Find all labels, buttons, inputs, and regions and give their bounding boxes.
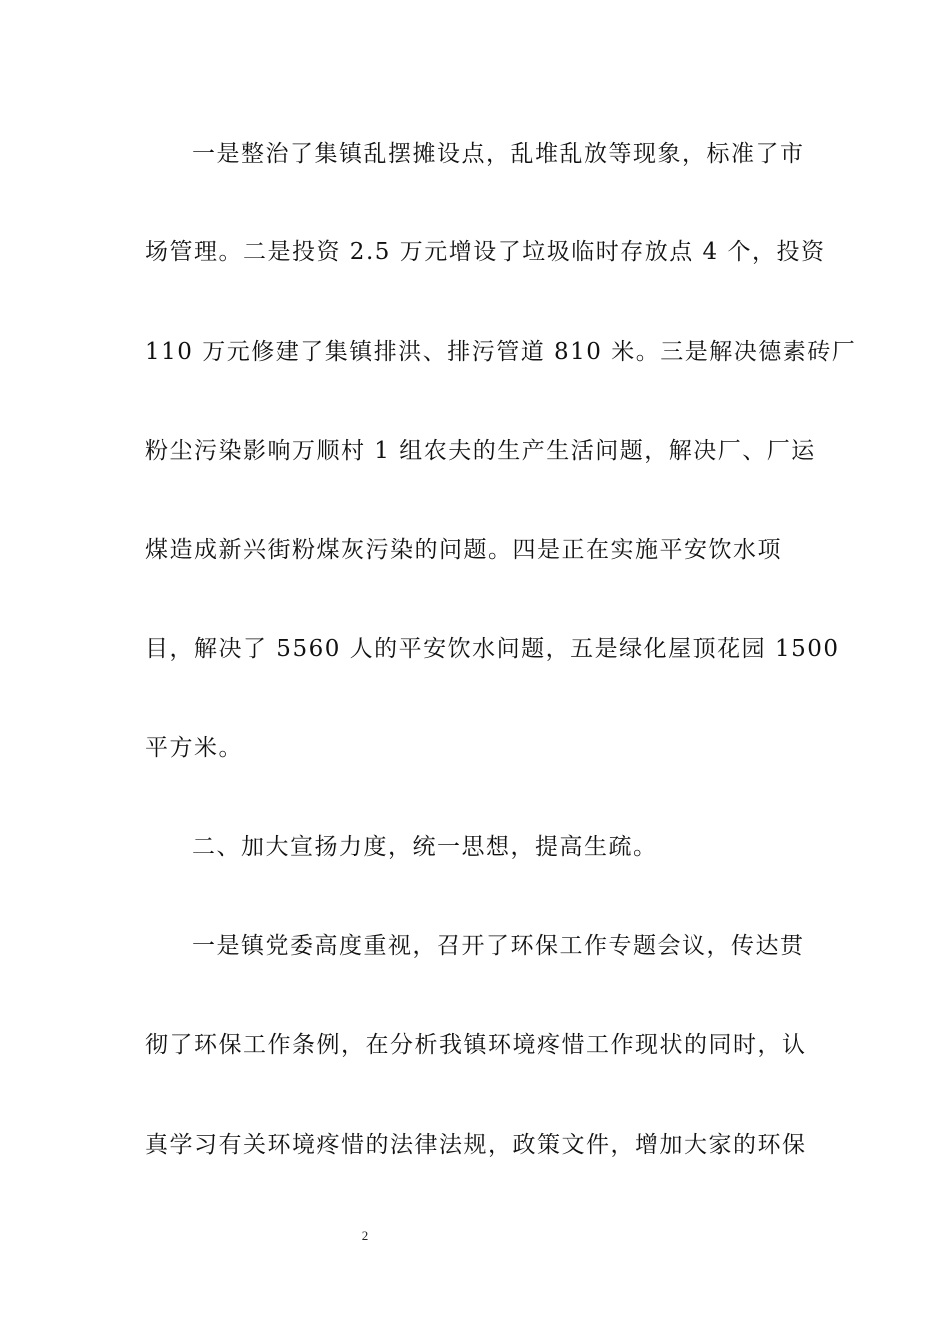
page-number: 2 <box>361 1228 369 1243</box>
paragraph-1-line-7: 平方米。 <box>145 735 243 761</box>
paragraph-1-line-5: 煤造成新兴街粉煤灰污染的问题。四是正在实施平安饮水项 <box>145 537 782 563</box>
paragraph-1-line-2: 场管理。二是投资 2.5 万元增设了垃圾临时存放点 4 个，投资 <box>145 239 826 265</box>
paragraph-1-line-3: 110 万元修建了集镇排洪、排污管道 810 米。三是解决德素砖厂 <box>145 339 857 365</box>
paragraph-2-line-1: 一是镇党委高度重视，召开了环保工作专题会议，传达贯 <box>192 933 805 959</box>
paragraph-1-line-4: 粉尘污染影响万顺村 1 组农夫的生产生活问题，解决厂、厂运 <box>145 438 816 464</box>
section-heading: 二、加大宣扬力度，统一思想，提高生疏。 <box>192 834 658 860</box>
paragraph-2-line-3: 真学习有关环境疼惜的法律法规，政策文件，增加大家的环保 <box>145 1132 807 1158</box>
paragraph-1-line-1: 一是整治了集镇乱摆摊设点，乱堆乱放等现象，标准了市 <box>192 141 805 167</box>
paragraph-2-line-2: 彻了环保工作条例，在分析我镇环境疼惜工作现状的同时，认 <box>145 1032 807 1058</box>
paragraph-1-line-6: 目，解决了 5560 人的平安饮水问题，五是绿化屋顶花园 1500 <box>145 636 840 662</box>
